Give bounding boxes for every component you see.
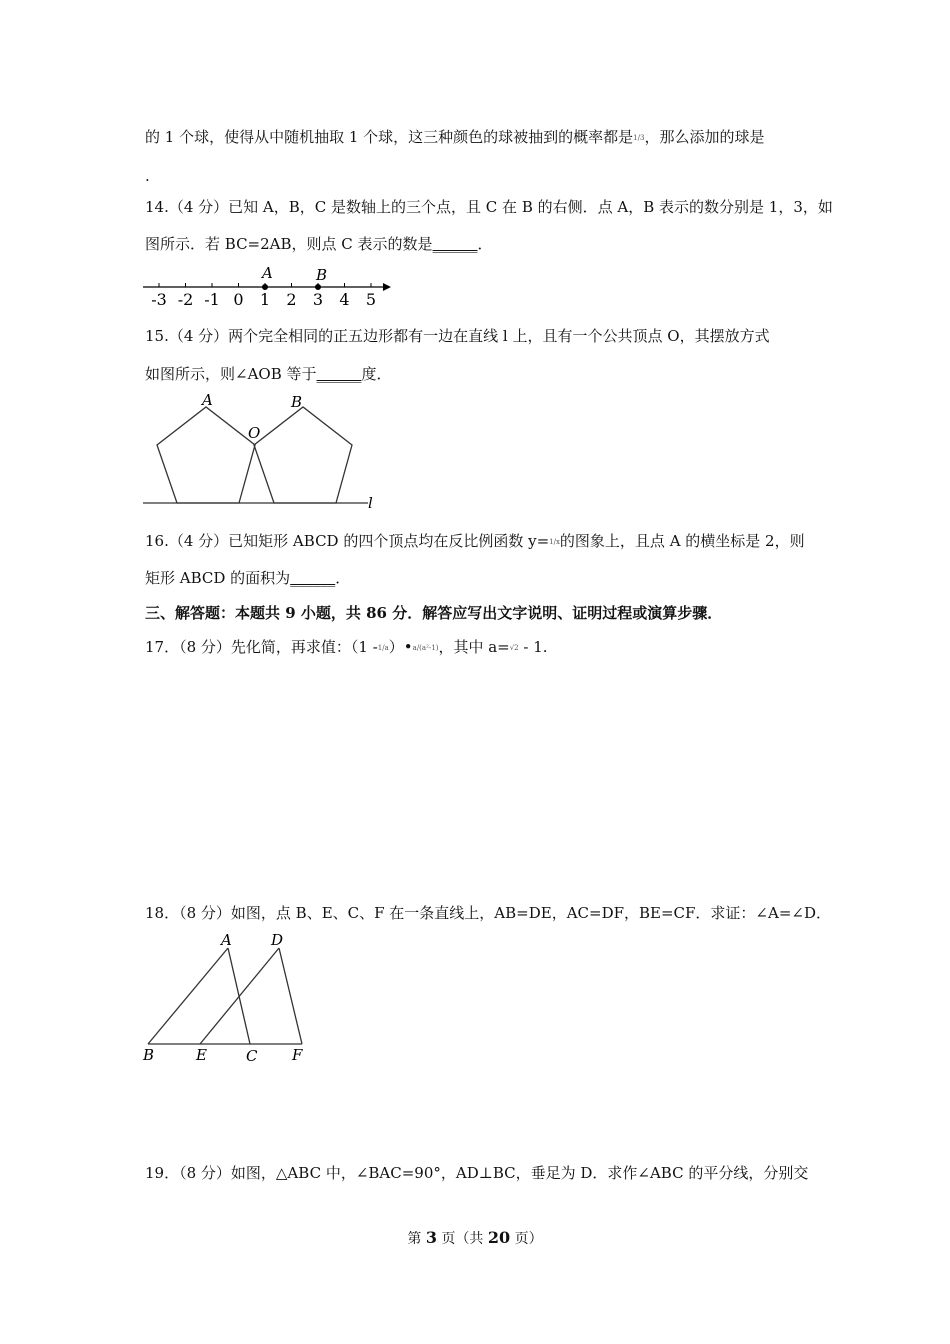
q14-answer-blank: ______ [432, 235, 478, 253]
label-a: A [221, 931, 232, 949]
tick-label: 1 [259, 290, 271, 309]
label-l: l [368, 494, 373, 512]
tick-label: 0 [233, 290, 244, 309]
triangles-figure [140, 930, 320, 1070]
label-o: O [248, 424, 261, 442]
label-a: A [202, 391, 213, 409]
tick-label: 4 [339, 290, 350, 309]
label-a: A [262, 264, 273, 282]
label-b: B [291, 393, 303, 411]
q18-line1: 18．（8 分）如图，点 B、E、C、F 在一条直线上，AB=DE，AC=DF，BE=CF．求证：∠A=∠D． [145, 904, 831, 922]
point-b [315, 284, 321, 290]
q16-fraction: 1/x [549, 538, 560, 546]
segment-ab [148, 948, 228, 1044]
q13-line1: 的 1 个球，使得从中随机抽取 1 个球，这三种颜色的球被抽到的概率都是1/3，那么添加的球是 [145, 128, 765, 146]
q17-fraction-2: a/(a²-1) [412, 644, 439, 652]
segment-de [200, 948, 279, 1044]
point-a [262, 284, 268, 290]
tick-label: 3 [312, 290, 324, 309]
q17-line1: 17．（8 分）先化简，再求值：（1 -1/a）•a/(a²-1)，其中 a=√2 - 1. [145, 638, 548, 656]
q15-line2: 如图所示，则∠AOB 等于______度． [145, 365, 392, 383]
number-line-arrow [383, 283, 391, 291]
page-footer: 第 3 页（共 20 页） [407, 1228, 543, 1247]
q19-line1: 19．（8 分）如图，△ABC 中，∠BAC=90°，AD⊥BC，垂足为 D．求作∠ABC 的平分线，分别交 [145, 1164, 809, 1182]
label-e: E [196, 1046, 207, 1064]
section-heading: 三、解答题：本题共 9 小题，共 86 分．解答应写出文字说明、证明过程或演算步骤． [145, 604, 723, 622]
q15-answer-blank: ______ [316, 365, 362, 383]
pentagons-figure [140, 390, 390, 515]
tick-label: 5 [365, 290, 377, 309]
page-number: 3 [425, 1228, 437, 1247]
q14-line2: 图所示．若 BC=2AB，则点 C 表示的数是______． [145, 235, 493, 253]
tick-label: 2 [286, 290, 297, 309]
q13-line2: . [145, 167, 150, 185]
label-d: D [271, 931, 284, 949]
q16-line1: 16.（4 分）已知矩形 ABCD 的四个顶点均在反比例函数 y=1/x的图象上，且点 A 的横坐标是 2，则 [145, 532, 805, 550]
right-pentagon [254, 407, 352, 503]
tick-label: -2 [177, 290, 194, 309]
segment-df [279, 948, 302, 1044]
q17-fraction-1: 1/a [377, 644, 389, 652]
number-line-figure [140, 262, 400, 310]
label-c: C [246, 1047, 258, 1065]
tick-label: -1 [204, 290, 220, 309]
total-pages: 20 [487, 1228, 511, 1247]
label-f: F [292, 1046, 303, 1064]
q13-fraction: 1/3 [633, 134, 645, 142]
q16-answer-blank: ______ [290, 569, 336, 587]
left-pentagon [157, 407, 255, 503]
label-b: B [143, 1046, 155, 1064]
q16-line2: 矩形 ABCD 的面积为______． [145, 569, 351, 587]
tick-label: -3 [151, 290, 167, 309]
q14-line1: 14.（4 分）已知 A，B，C 是数轴上的三个点，且 C 在 B 的右侧．点 A，B 表示的数分别是 1，3，如 [145, 198, 833, 216]
label-b: B [316, 266, 328, 284]
q15-line1: 15.（4 分）两个完全相同的正五边形都有一边在直线 l 上，且有一个公共顶点 O，其摆放方式 [145, 327, 770, 345]
q17-sqrt: √2 [509, 644, 519, 652]
